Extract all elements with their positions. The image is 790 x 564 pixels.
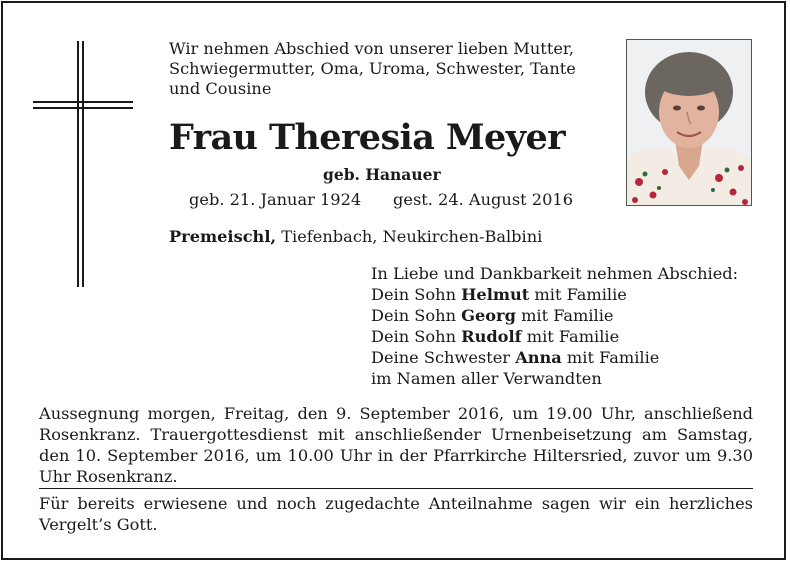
mourners-heading: In Liebe und Dankbarkeit nehmen Abschied: bbox=[371, 264, 739, 283]
deceased-name: Frau Theresia Meyer bbox=[169, 117, 565, 158]
mourner-name: Rudolf bbox=[461, 327, 522, 346]
service-details: Aussegnung morgen, Freitag, den 9. September 2016, um 19.00 Uhr, anschließend Rosenkranz. Trauergottesdienst mit anschließender Urnenbeisetzung am Samstag, den 10. September 2016, um 10.00 Uhr in der Pfarrkirche Hiltersried, zuvor um 9.30 Uhr Rosenkranz. bbox=[39, 404, 753, 486]
intro-text: Wir nehmen Abschied von unserer lieben Mutter, Schwiegermutter, Oma, Uroma, Schwester, Tante und Cousine bbox=[169, 39, 576, 98]
mourner-line: Dein Sohn Georg mit Familie bbox=[371, 306, 614, 325]
mourner-line: Dein Sohn Helmut mit Familie bbox=[371, 285, 627, 304]
mourners-closing: im Namen aller Verwandten bbox=[371, 369, 602, 388]
mourner-name: Georg bbox=[461, 306, 516, 325]
mourner-name: Helmut bbox=[461, 285, 530, 304]
mourner-name: Anna bbox=[515, 348, 562, 367]
mourner-line: Dein Sohn Rudolf mit Familie bbox=[371, 327, 620, 346]
birth-date: geb. 21. Januar 1924 bbox=[189, 190, 362, 209]
portrait-photo bbox=[626, 39, 752, 206]
place-rest: Tiefenbach, Neukirchen-Balbini bbox=[276, 227, 543, 246]
divider bbox=[39, 488, 753, 489]
obituary-card bbox=[1, 1, 786, 560]
thanks-text: Für bereits erwiesene und noch zugedachte Anteilnahme sagen wir ein herzliches Vergelt’s Gott. bbox=[39, 494, 753, 534]
cross-icon bbox=[31, 39, 135, 289]
mourner-line: Deine Schwester Anna mit Familie bbox=[371, 348, 660, 367]
death-date: gest. 24. August 2016 bbox=[393, 190, 573, 209]
mourners-block bbox=[371, 263, 738, 389]
places bbox=[169, 227, 542, 246]
place-primary: Premeischl, bbox=[169, 227, 277, 246]
maiden-name: geb. Hanauer bbox=[323, 165, 441, 184]
